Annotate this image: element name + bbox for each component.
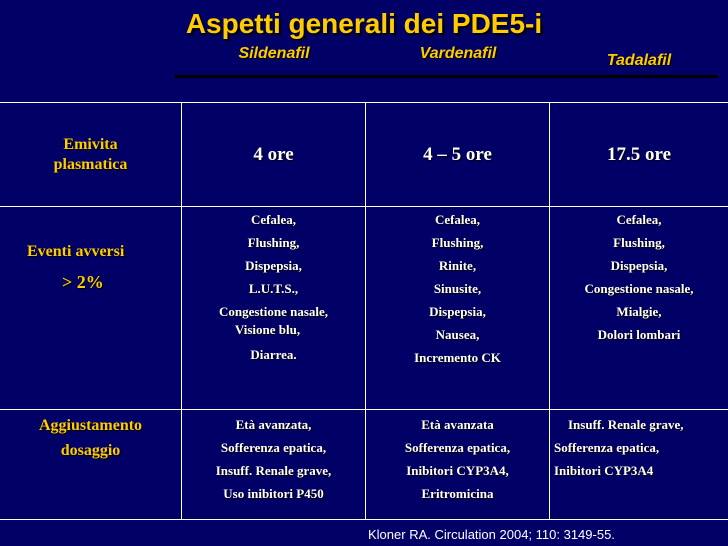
row-label-line: Emivita [63,135,118,153]
cell-line: Dispepsia, [610,258,668,273]
cell-line: Congestione nasale, [218,304,329,319]
cell-line: Sinusite, [433,281,482,296]
row-label-line: > 2% [62,272,104,292]
row-label-line: Eventi avversi [27,243,125,260]
row-divider-1 [0,206,728,207]
cell-line: Cefalea, [250,212,297,227]
header-rule [175,75,718,78]
cell-line: Incremento CK [414,350,501,365]
cell-line: Sofferenza epatica, [404,440,511,455]
eventi-vardenafil [366,208,549,369]
cell-text: 17.5 ore [606,143,672,165]
cell-line: Congestione nasale, [584,281,694,296]
cell-line: Flushing, [431,235,484,250]
cell-line: Inibitori CYP3A4 [554,463,654,478]
row-label-eventi-avversi [0,242,181,312]
cell-line: Rinite, [438,258,477,273]
emivita-tadalafil [550,103,728,206]
dosaggio-tadalafil [554,413,728,482]
slide-title: Aspetti generali dei PDE5-i [185,8,543,39]
dosaggio-sildenafil [182,413,365,505]
row-divider-2 [0,409,728,410]
emivita-sildenafil [182,103,365,206]
row-label-aggiustamento [0,416,181,466]
cell-line: Diarrea. [250,347,297,362]
citation-footer: Kloner RA. Circulation 2004; 110: 3149-55. [368,527,615,542]
cell-line: Visione blu, [234,322,301,337]
cell-line: Insuff. Renale grave, [215,463,332,478]
column-header-sildenafil: Sildenafil [238,45,310,62]
cell-line: Nausea, [435,327,480,342]
row-label-emivita [0,103,181,206]
cell-line: Eritromicina [421,486,494,501]
row-label-line: Aggiustamento [38,417,143,434]
cell-line: Sofferenza epatica, [554,440,660,455]
cell-line: Uso inibitori P450 [223,486,324,501]
column-header-tadalafil: Tadalafil [606,52,672,69]
cell-line: Insuff. Renale grave, [568,417,684,432]
row-label-line: dosaggio [60,442,121,459]
eventi-tadalafil [550,208,728,346]
cell-line: Flushing, [247,235,300,250]
cell-line: Sofferenza epatica, [220,440,327,455]
cell-line: Dolori lombari [597,327,681,342]
cell-line: Flushing, [613,235,665,250]
cell-line: Dispepsia, [429,304,486,319]
cell-line: Dispepsia, [245,258,302,273]
cell-text: 4 – 5 ore [423,143,492,165]
cell-line: L.U.T.S., [248,281,299,296]
cell-line: Cefalea, [434,212,481,227]
cell-line: Inibitori CYP3A4, [406,463,509,478]
emivita-vardenafil [366,103,549,206]
dosaggio-vardenafil [366,413,549,505]
cell-text: 4 ore [253,143,294,165]
cell-line: Mialgie, [616,304,662,319]
cell-line: Età avanzata, [235,417,312,432]
table-bottom-border [0,519,728,520]
row-label-line: plasmatica [53,155,128,173]
cell-line: Cefalea, [616,212,662,227]
cell-line: Età avanzata [421,417,494,432]
eventi-sildenafil [182,208,365,366]
column-header-vardenafil: Vardenafil [419,45,497,62]
